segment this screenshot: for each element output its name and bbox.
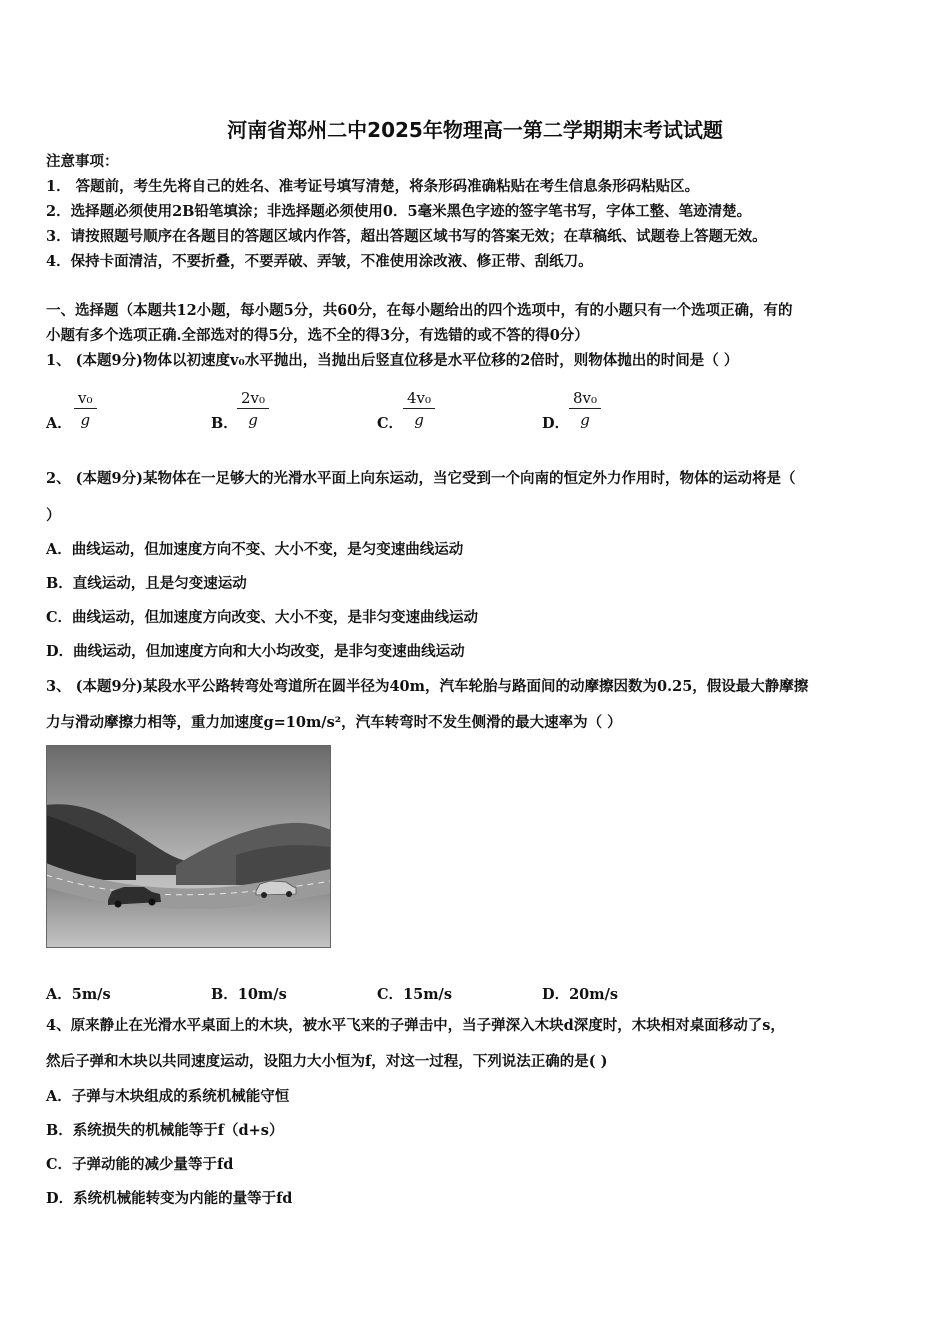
q2-stem-line1: 2、 (本题9分)某物体在一足够大的光滑水平面上向东运动，当它受到一个向南的恒定外力作用时，物体的运动将是（ — [46, 470, 796, 487]
q1-option-b-fraction — [237, 388, 269, 431]
q3-stem-line1: 3、 (本题9分)某段水平公路转弯处弯道所在圆半径为40m，汽车轮胎与路面间的动摩擦因数为0.25，假设最大静摩擦 — [46, 678, 809, 695]
q3-option-a: A．5m/s — [46, 986, 111, 1003]
q1-option-b-numerator: 2v₀ — [237, 388, 269, 409]
q1-option-d-fraction — [569, 388, 601, 431]
notice-heading: 注意事项： — [46, 153, 119, 170]
q1-option-a-fraction — [74, 388, 97, 431]
q2-option-d: D．曲线运动，但加速度方向和大小均改变，是非匀变速曲线运动 — [46, 643, 465, 660]
q1-option-c-fraction — [403, 388, 435, 431]
q2-option-c: C．曲线运动，但加速度方向改变、大小不变，是非匀变速曲线运动 — [46, 609, 479, 626]
q1-option-a-label: A． — [46, 415, 72, 432]
q2-option-a: A．曲线运动，但加速度方向不变、大小不变，是匀变速曲线运动 — [46, 541, 464, 558]
q4-option-d: D．系统机械能转变为内能的量等于fd — [46, 1190, 293, 1207]
q1-option-c-label: C． — [377, 415, 404, 432]
q3-stem-line2: 力与滑动摩擦力相等，重力加速度g=10m/s²，汽车转弯时不发生侧滑的最大速率为（ ） — [46, 714, 622, 731]
q1-option-b-label: B． — [211, 415, 238, 432]
q1-option-b-denominator: g — [248, 411, 258, 429]
q3-option-c: C．15m/s — [377, 986, 453, 1003]
q1-option-d-denominator: g — [580, 411, 590, 429]
notice-item-3: 3．请按照题号顺序在各题目的答题区域内作答，超出答题区域书写的答案无效；在草稿纸、试题卷上答题无效。 — [46, 228, 767, 245]
notice-item-4: 4．保持卡面清洁，不要折叠，不要弄破、弄皱，不准使用涂改液、修正带、刮纸刀。 — [46, 253, 593, 270]
q3-option-b: B．10m/s — [211, 986, 287, 1003]
q1-option-c-denominator: g — [414, 411, 424, 429]
section-heading-line2: 小题有多个选项正确.全部选对的得5分，选不全的得3分，有选错的或不答的得0分） — [46, 327, 589, 344]
q1-option-d-numerator: 8v₀ — [569, 388, 601, 409]
q1-option-c-numerator: 4v₀ — [403, 388, 435, 409]
q1-option-a-denominator: g — [80, 411, 91, 429]
page-title: 河南省郑州二中2025年物理高一第二学期期末考试试题 — [227, 118, 723, 142]
q2-option-b: B．直线运动，且是匀变速运动 — [46, 575, 247, 592]
section-heading-line1: 一、选择题（本题共12小题，每小题5分，共60分，在每小题给出的四个选项中，有的小题只有一个选项正确，有的 — [46, 302, 793, 319]
q4-option-a: A．子弹与木块组成的系统机械能守恒 — [46, 1088, 290, 1105]
q2-stem-line2: ） — [46, 507, 61, 524]
notice-item-2: 2．选择题必须使用2B铅笔填涂；非选择题必须使用0．5毫米黑色字迹的签字笔书写，字体工整、笔迹清楚。 — [46, 203, 752, 220]
q3-option-d: D．20m/s — [542, 986, 619, 1003]
q4-stem-line1: 4、原来静止在光滑水平桌面上的木块，被水平飞来的子弹击中，当子弹深入木块d深度时，木块相对桌面移动了s， — [46, 1017, 785, 1034]
q4-option-c: C．子弹动能的减少量等于fd — [46, 1156, 234, 1173]
curved-road-photo — [46, 745, 331, 948]
q1-option-a-numerator: v₀ — [74, 388, 97, 409]
q4-stem-line2: 然后子弹和木块以共同速度运动，设阻力大小恒为f，对这一过程，下列说法正确的是( ) — [46, 1053, 608, 1070]
notice-item-1: 1． 答题前，考生先将自己的姓名、准考证号填写清楚，将条形码准确粘贴在考生信息条形码粘贴区。 — [46, 178, 700, 195]
q4-option-b: B．系统损失的机械能等于f（d+s） — [46, 1122, 284, 1139]
q1-stem: 1、 (本题9分)物体以初速度v₀水平抛出，当抛出后竖直位移是水平位移的2倍时，则物体抛出的时间是（ ） — [46, 352, 739, 369]
q1-option-d-label: D． — [542, 415, 570, 432]
